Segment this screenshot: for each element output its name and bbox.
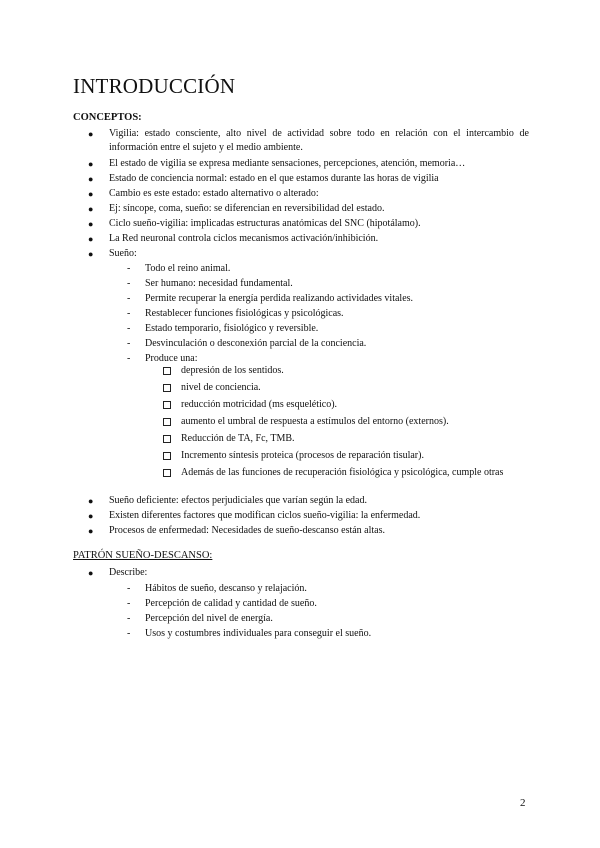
page-number: 2	[520, 797, 526, 809]
checkbox-icon	[163, 435, 171, 443]
dash-icon: -	[127, 598, 131, 609]
bullet-icon: ●	[88, 249, 94, 259]
checklist-item: reducción motricidad (ms esquelético).	[181, 399, 338, 410]
list-item: Todo el reino animal.	[145, 263, 231, 274]
bullet-icon: ●	[88, 496, 94, 506]
dash-icon: -	[127, 628, 131, 639]
list-item: Ciclo sueño-vigilia: implicadas estructuras anatómicas del SNC (hipotálamo).	[109, 218, 421, 229]
checklist-item: nivel de conciencia.	[181, 382, 261, 393]
checklist-item: depresión de los sentidos.	[181, 365, 284, 376]
list-item: Describe:	[109, 567, 148, 578]
bullet-icon: ●	[88, 189, 94, 199]
list-item: Hábitos de sueño, descanso y relajación.	[145, 583, 307, 594]
dash-icon: -	[127, 613, 131, 624]
list-item: Sueño:	[109, 248, 137, 259]
list-item: Procesos de enfermedad: Necesidades de sueño-descanso están altas.	[109, 525, 386, 536]
bullet-icon: ●	[88, 204, 94, 214]
checklist-item: Además de las funciones de recuperación fisiológica y psicológica, cumple otras	[181, 467, 504, 478]
bullet-icon: ●	[88, 159, 94, 169]
list-item: Vigilia: estado consciente, alto nivel de actividad sobre todo en relación con el intercambio de información entre el sujeto y el medio ambiente.	[109, 128, 529, 153]
list-item: Permite recuperar la energía perdida realizando actividades vitales.	[145, 293, 414, 304]
checkbox-icon	[163, 418, 171, 426]
bullet-icon: ●	[88, 174, 94, 184]
list-item: Usos y costumbres individuales para conseguir el sueño.	[145, 628, 372, 639]
list-item: Restablecer funciones fisiológicas y psicológicas.	[145, 308, 344, 319]
dash-icon: -	[127, 353, 131, 364]
list-item: Estado temporario, fisiológico y reversible.	[145, 323, 319, 334]
checkbox-icon	[163, 384, 171, 392]
list-item: Sueño deficiente: efectos perjudiciales que varían según la edad.	[109, 495, 367, 506]
list-item: Percepción de calidad y cantidad de sueño.	[145, 598, 317, 609]
section-heading-patron: PATRÓN SUEÑO-DESCANSO:	[73, 550, 213, 561]
list-item: Ej: síncope, coma, sueño: se diferencian en reversibilidad del estado.	[109, 203, 385, 214]
checklist-item: Incremento síntesis proteica (procesos de reparación tisular).	[181, 450, 424, 461]
dash-icon: -	[127, 583, 131, 594]
checkbox-icon	[163, 367, 171, 375]
bullet-icon: ●	[88, 129, 94, 139]
section-heading-conceptos: CONCEPTOS:	[73, 112, 142, 123]
bullet-icon: ●	[88, 511, 94, 521]
bullet-icon: ●	[88, 568, 94, 578]
dash-icon: -	[127, 338, 131, 349]
bullet-icon: ●	[88, 234, 94, 244]
list-item: Ser humano: necesidad fundamental.	[145, 278, 293, 289]
bullet-icon: ●	[88, 526, 94, 536]
list-item: El estado de vigilia se expresa mediante sensaciones, percepciones, atención, memoria…	[109, 158, 466, 169]
bullet-icon: ●	[88, 219, 94, 229]
dash-icon: -	[127, 293, 131, 304]
dash-icon: -	[127, 278, 131, 289]
dash-icon: -	[127, 323, 131, 334]
list-item: Desvinculación o desconexión parcial de la conciencia.	[145, 338, 367, 349]
list-item: Produce una:	[145, 353, 198, 364]
checklist-item: Reducción de TA, Fc, TMB.	[181, 433, 295, 444]
dash-icon: -	[127, 263, 131, 274]
list-item: La Red neuronal controla ciclos mecanismos activación/inhibición.	[109, 233, 379, 244]
list-item: Existen diferentes factores que modifican ciclos sueño-vigilia: la enfermedad.	[109, 510, 421, 521]
list-item: Estado de conciencia normal: estado en el que estamos durante las horas de vigilia	[109, 173, 439, 184]
checkbox-icon	[163, 452, 171, 460]
checklist-item: aumento el umbral de respuesta a estímulos del entorno (externos).	[181, 416, 449, 427]
list-item: Percepción del nivel de energía.	[145, 613, 273, 624]
list-item: Cambio es este estado: estado alternativo o alterado:	[109, 188, 319, 199]
checkbox-icon	[163, 469, 171, 477]
page-title: INTRODUCCIÓN	[73, 74, 236, 98]
dash-icon: -	[127, 308, 131, 319]
checkbox-icon	[163, 401, 171, 409]
